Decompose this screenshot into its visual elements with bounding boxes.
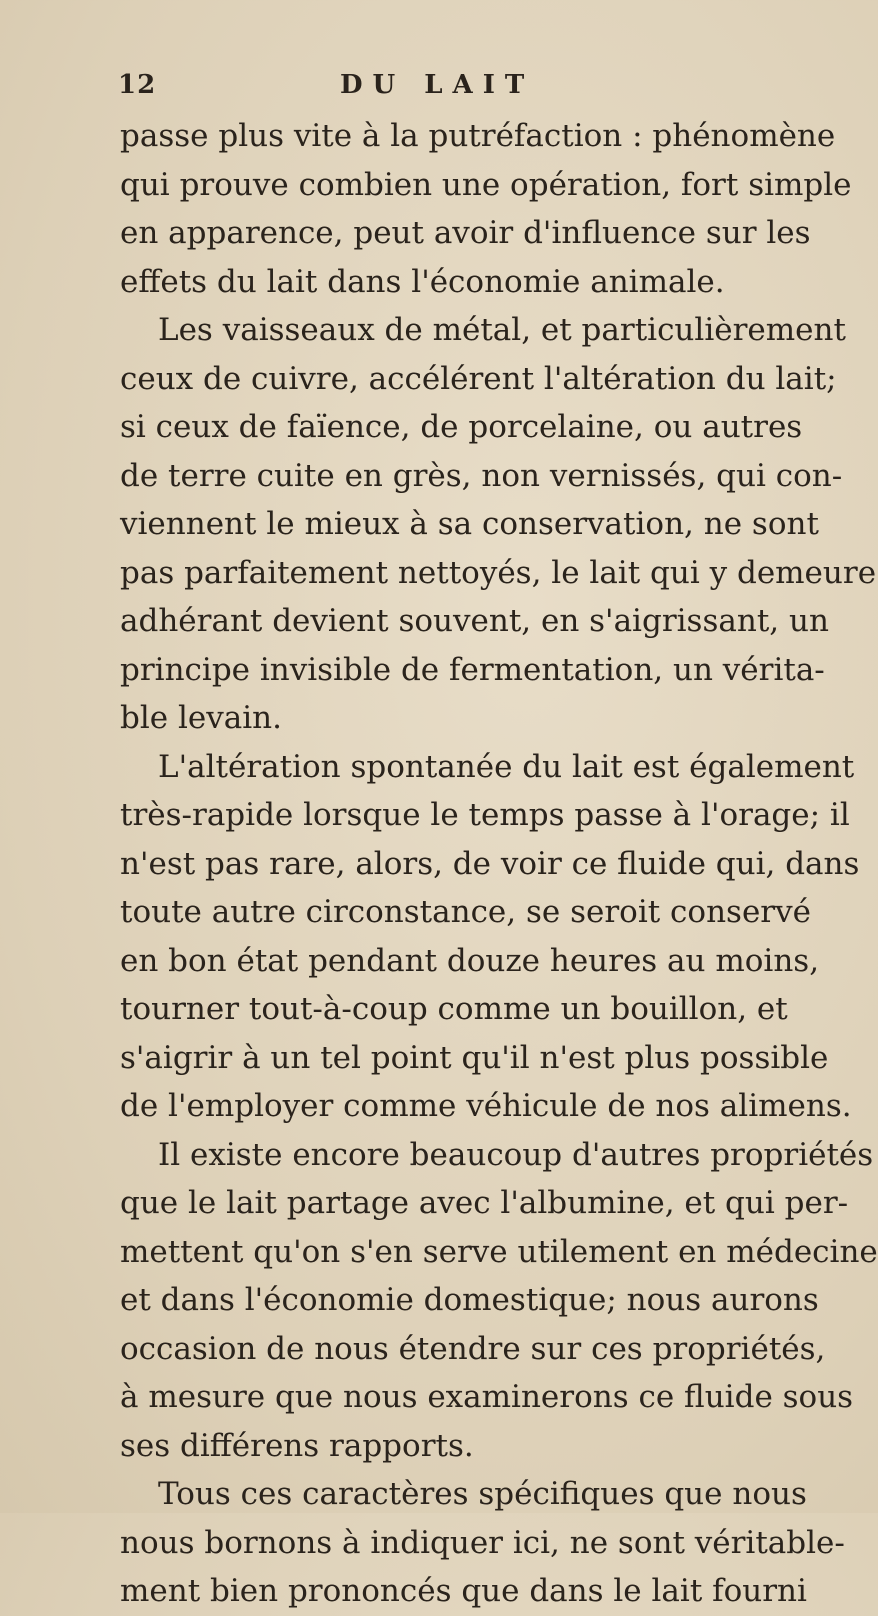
text-line: pas parfaitement nettoyés, le lait qui y demeure (120, 554, 877, 591)
body-text (120, 112, 878, 1616)
text-line: effets du lait dans l'économie animale. (120, 263, 725, 300)
text-line: très-rapide lorsque le temps passe à l'orage; il (120, 797, 850, 833)
text-line: L'altération spontanée du lait est également (158, 748, 855, 785)
text-line: mettent qu'on s'en serve utilement en médecine (120, 1233, 878, 1270)
text-line: Les vaisseaux de métal, et particulièrement (158, 312, 846, 348)
running-head (118, 62, 778, 102)
text-line: de l'employer comme véhicule de nos alimens. (120, 1088, 852, 1124)
text-line: s'aigrir à un tel point qu'il n'est plus possible (120, 1039, 829, 1076)
text-line: viennent le mieux à sa conservation, ne sont (120, 506, 819, 542)
text-line: principe invisible de fermentation, un vérita- (120, 651, 825, 688)
text-line: que le lait partage avec l'albumine, et qui per- (120, 1185, 849, 1221)
text-line: ble levain. (120, 700, 282, 736)
text-line: si ceux de faïence, de porcelaine, ou autres (120, 409, 803, 445)
text-line: adhérant devient souvent, en s'aigrissant, un (120, 603, 829, 639)
text-line: n'est pas rare, alors, de voir ce fluide qui, dans (120, 845, 860, 882)
text-line: occasion de nous étendre sur ces propriétés, (120, 1330, 826, 1367)
page-number: 12 (118, 70, 157, 100)
text-line: Il existe encore beaucoup d'autres propriétés (158, 1136, 874, 1173)
text-line: de terre cuite en grès, non vernissés, qui con- (120, 457, 843, 494)
text-line: à mesure que nous examinerons ce fluide sous (120, 1379, 854, 1415)
text-line: passe plus vite à la putréfaction : phénomène (120, 118, 836, 154)
text-line: ses différens rapports. (120, 1427, 474, 1464)
text-line: nous bornons à indiquer ici, ne sont véritable- (120, 1524, 845, 1561)
text-line: Tous ces caractères spécifiques que nous (158, 1476, 807, 1512)
text-line: en bon état pendant douze heures au moins, (120, 942, 820, 979)
text-line: tourner tout-à-coup comme un bouillon, et (120, 991, 788, 1027)
text-line: ceux de cuivre, accélérent l'altération du lait; (120, 360, 837, 397)
text-line: ment bien prononcés que dans le lait fourni (120, 1573, 807, 1609)
text-line: toute autre circonstance, se seroit conservé (120, 894, 811, 930)
text-line: qui prouve combien une opération, fort simple (120, 166, 852, 203)
text-line: en apparence, peut avoir d'influence sur les (120, 215, 811, 251)
running-title: DU LAIT (340, 70, 535, 100)
text-line: et dans l'économie domestique; nous aurons (120, 1282, 819, 1318)
